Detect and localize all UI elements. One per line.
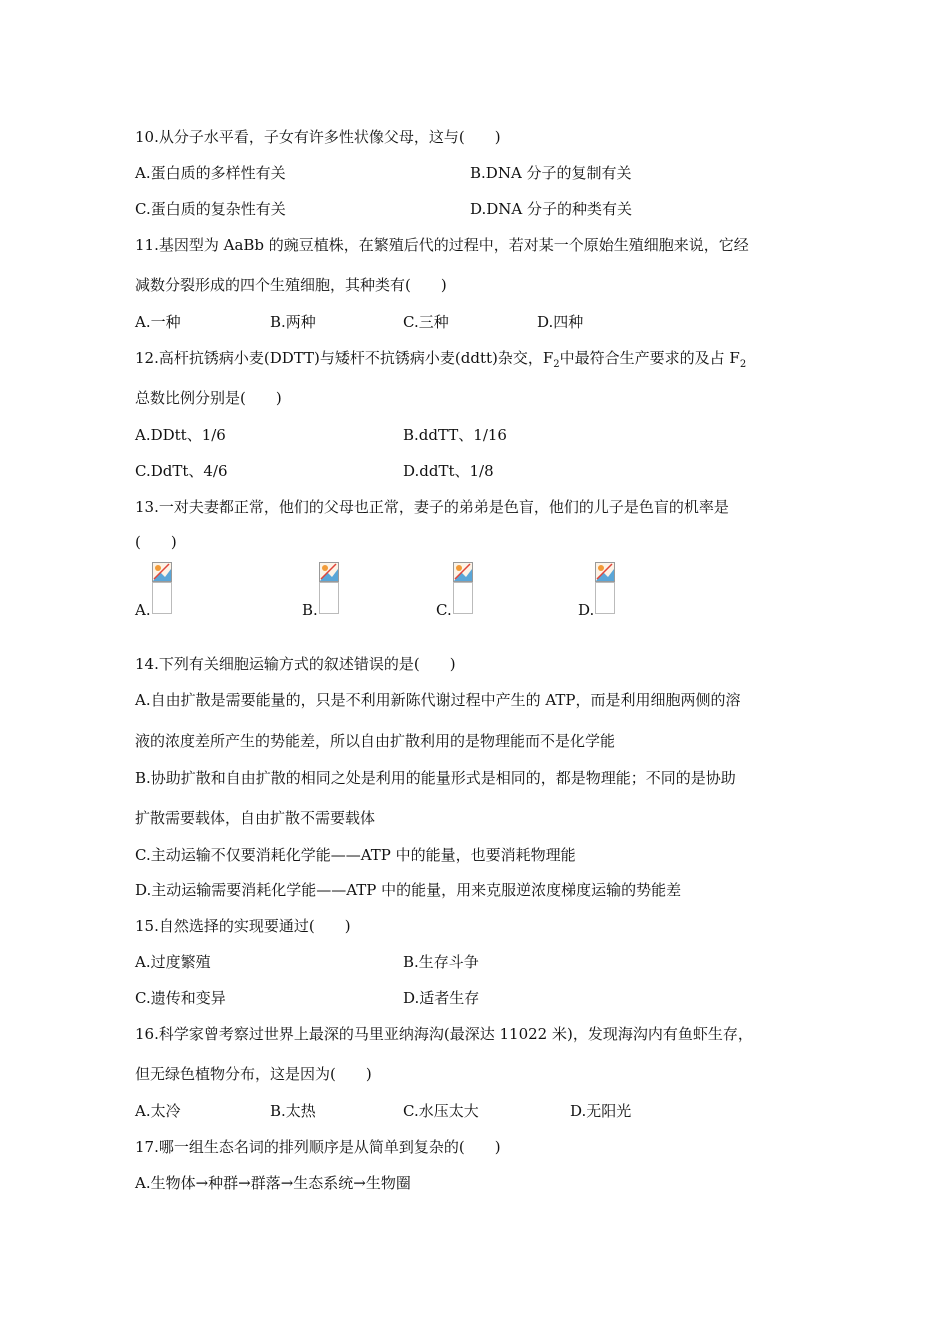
question-11-stem-line2: 减数分裂形成的四个生殖细胞，其种类有( ) (135, 276, 447, 294)
q14-option-b-line2: 扩散需要载体，自由扩散不需要载体 (135, 809, 376, 827)
question-16-stem-line1: 16.科学家曾考察过世界上最深的马里亚纳海沟(最深达 11022 米)，发现海沟内有鱼虾生存， (135, 1025, 753, 1043)
q16-option-b: B.太热 (270, 1102, 316, 1120)
q16-option-d: D.无阳光 (570, 1102, 632, 1120)
q11-option-a: A.一种 (135, 313, 181, 331)
q14-option-a-line2: 液的浓度差所产生的势能差，所以自由扩散利用的是物理能而不是化学能 (135, 732, 616, 750)
q15-option-b: B.生存斗争 (403, 953, 479, 971)
q15-option-c: C.遗传和变异 (135, 989, 226, 1007)
broken-image-icon (152, 562, 172, 614)
q17-option-a: A.生物体→种群→群落→生态系统→生物圈 (135, 1174, 411, 1192)
q12-stem-part2: 中最符合生产要求的及占 F (559, 349, 740, 367)
q11-option-d: D.四种 (537, 313, 584, 331)
q10-option-d: D.DNA 分子的种类有关 (470, 200, 633, 218)
question-16-stem-line2: 但无绿色植物分布，这是因为( ) (135, 1065, 372, 1083)
question-13-stem-line1: 13.一对夫妻都正常，他们的父母也正常，妻子的弟弟是色盲，他们的儿子是色盲的机率是 (135, 498, 729, 516)
q12-option-a: A.DDtt、1/6 (135, 426, 226, 444)
q12-subscript-2: 2 (739, 359, 747, 370)
q11-option-b: B.两种 (270, 313, 316, 331)
q15-option-a: A.过度繁殖 (135, 953, 211, 971)
question-15-stem: 15.自然选择的实现要通过( ) (135, 917, 351, 935)
q14-option-d: D.主动运输需要消耗化学能——ATP 中的能量，用来克服逆浓度梯度运输的势能差 (135, 881, 682, 899)
question-13-stem-line2: ( ) (135, 533, 177, 551)
broken-image-icon (319, 562, 339, 614)
q13-option-b-label: B. (302, 601, 318, 619)
question-12-stem-line1 (135, 348, 746, 375)
question-11-stem-line1: 11.基因型为 AaBb 的豌豆植株，在繁殖后代的过程中，若对某一个原始生殖细胞来说，它经 (135, 236, 749, 254)
q16-option-c: C.水压太大 (403, 1102, 479, 1120)
q12-subscript-1: 2 (553, 359, 560, 370)
question-17-stem: 17.哪一组生态名词的排列顺序是从简单到复杂的( ) (135, 1138, 501, 1156)
q13-option-a-label: A. (135, 601, 151, 619)
question-14-stem: 14.下列有关细胞运输方式的叙述错误的是( ) (135, 655, 456, 673)
q11-option-c: C.三种 (403, 313, 449, 331)
q13-option-c-label: C. (436, 601, 452, 619)
q10-option-c: C.蛋白质的复杂性有关 (135, 200, 286, 218)
q16-option-a: A.太冷 (135, 1102, 181, 1120)
broken-image-icon (453, 562, 473, 614)
question-12-stem-line2: 总数比例分别是( ) (135, 389, 282, 407)
q12-option-b: B.ddTT、1/16 (403, 426, 507, 444)
q14-option-b-line1: B.协助扩散和自由扩散的相同之处是利用的能量形式是相同的，都是物理能；不同的是协助 (135, 769, 736, 787)
q12-option-d: D.ddTt、1/8 (403, 462, 494, 480)
broken-image-icon (595, 562, 615, 614)
q12-stem-part1: 12.高杆抗锈病小麦(DDTT)与矮杆不抗锈病小麦(ddtt)杂交，F (135, 349, 554, 367)
q14-option-c: C.主动运输不仅要消耗化学能——ATP 中的能量，也要消耗物理能 (135, 846, 576, 864)
q12-option-c: C.DdTt、4/6 (135, 462, 228, 480)
question-10-stem: 10.从分子水平看，子女有许多性状像父母，这与( ) (135, 128, 501, 146)
q14-option-a-line1: A.自由扩散是需要能量的，只是不利用新陈代谢过程中产生的 ATP，而是利用细胞两侧的溶 (135, 691, 741, 709)
q13-option-d-label: D. (578, 601, 595, 619)
q10-option-b: B.DNA 分子的复制有关 (470, 164, 632, 182)
q15-option-d: D.适者生存 (403, 989, 480, 1007)
q10-option-a: A.蛋白质的多样性有关 (135, 164, 286, 182)
